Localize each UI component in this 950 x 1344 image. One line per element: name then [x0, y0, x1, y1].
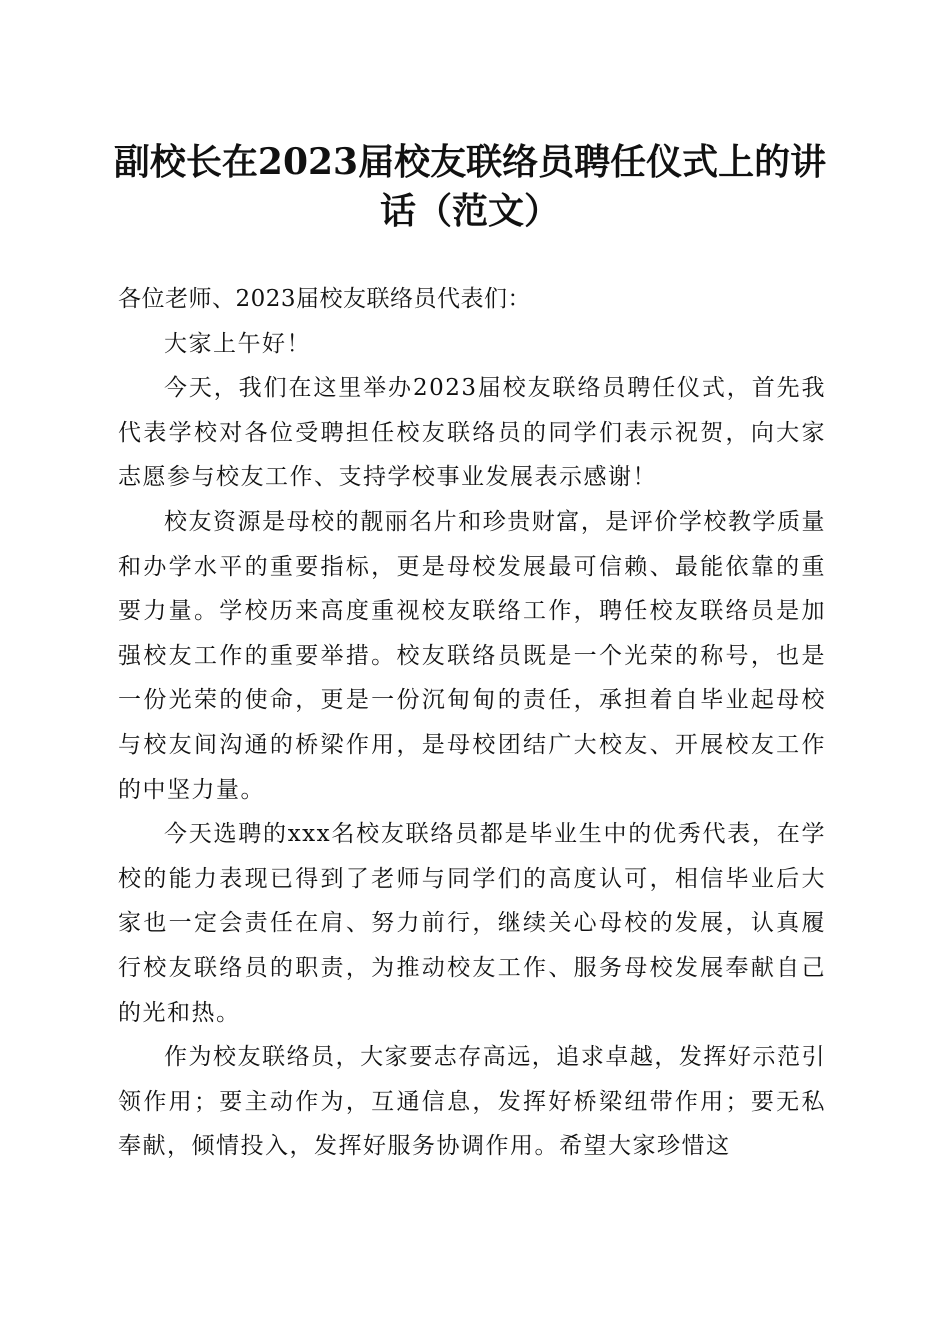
paragraph-opening: 今天，我们在这里举办2023届校友联络员聘任仪式，首先我代表学校对各位受聘担任校友联络员的同学们表示祝贺，向大家志愿参与校友工作、支持学校事业发展表示感谢！ [118, 375, 826, 491]
document-title [110, 138, 830, 236]
paragraph-selected-liaisons: 今天选聘的xxx名校友联络员都是毕业生中的优秀代表，在学校的能力表现已得到了老师与同学们的高度认可，相信毕业后大家也一定会责任在肩、努力前行，继续关心母校的发展，认真履行校友联络员的职责，为推动校友工作、服务母校发展奉献自己的光和热。 [118, 821, 826, 1026]
title-line-2: 话（范文） [379, 190, 560, 232]
document-body [118, 277, 826, 1169]
paragraph-alumni-resources: 校友资源是母校的靓丽名片和珍贵财富，是评价学校教学质量和办学水平的重要指标，更是母校发展最可信赖、最能依靠的重要力量。学校历来高度重视校友联络工作，聘任校友联络员是加强校友工作的重要举措。校友联络员既是一个光荣的称号，也是一份光荣的使命，更是一份沉甸甸的责任，承担着自毕业起母校与校友间沟通的桥梁作用，是母校团结广大校友、开展校友工作的中坚力量。 [118, 508, 826, 803]
paragraph-expectations: 作为校友联络员，大家要志存高远，追求卓越，发挥好示范引领作用；要主动作为，互通信息，发挥好桥梁纽带作用；要无私奉献，倾情投入，发挥好服务协调作用。希望大家珍惜这 [118, 1044, 826, 1160]
paragraph-greeting: 大家上午好！ [164, 330, 311, 357]
salutation: 各位老师、2023届校友联络员代表们： [118, 286, 532, 312]
title-line-1: 副校长在2023届校友联络员聘任仪式上的讲 [113, 141, 827, 183]
